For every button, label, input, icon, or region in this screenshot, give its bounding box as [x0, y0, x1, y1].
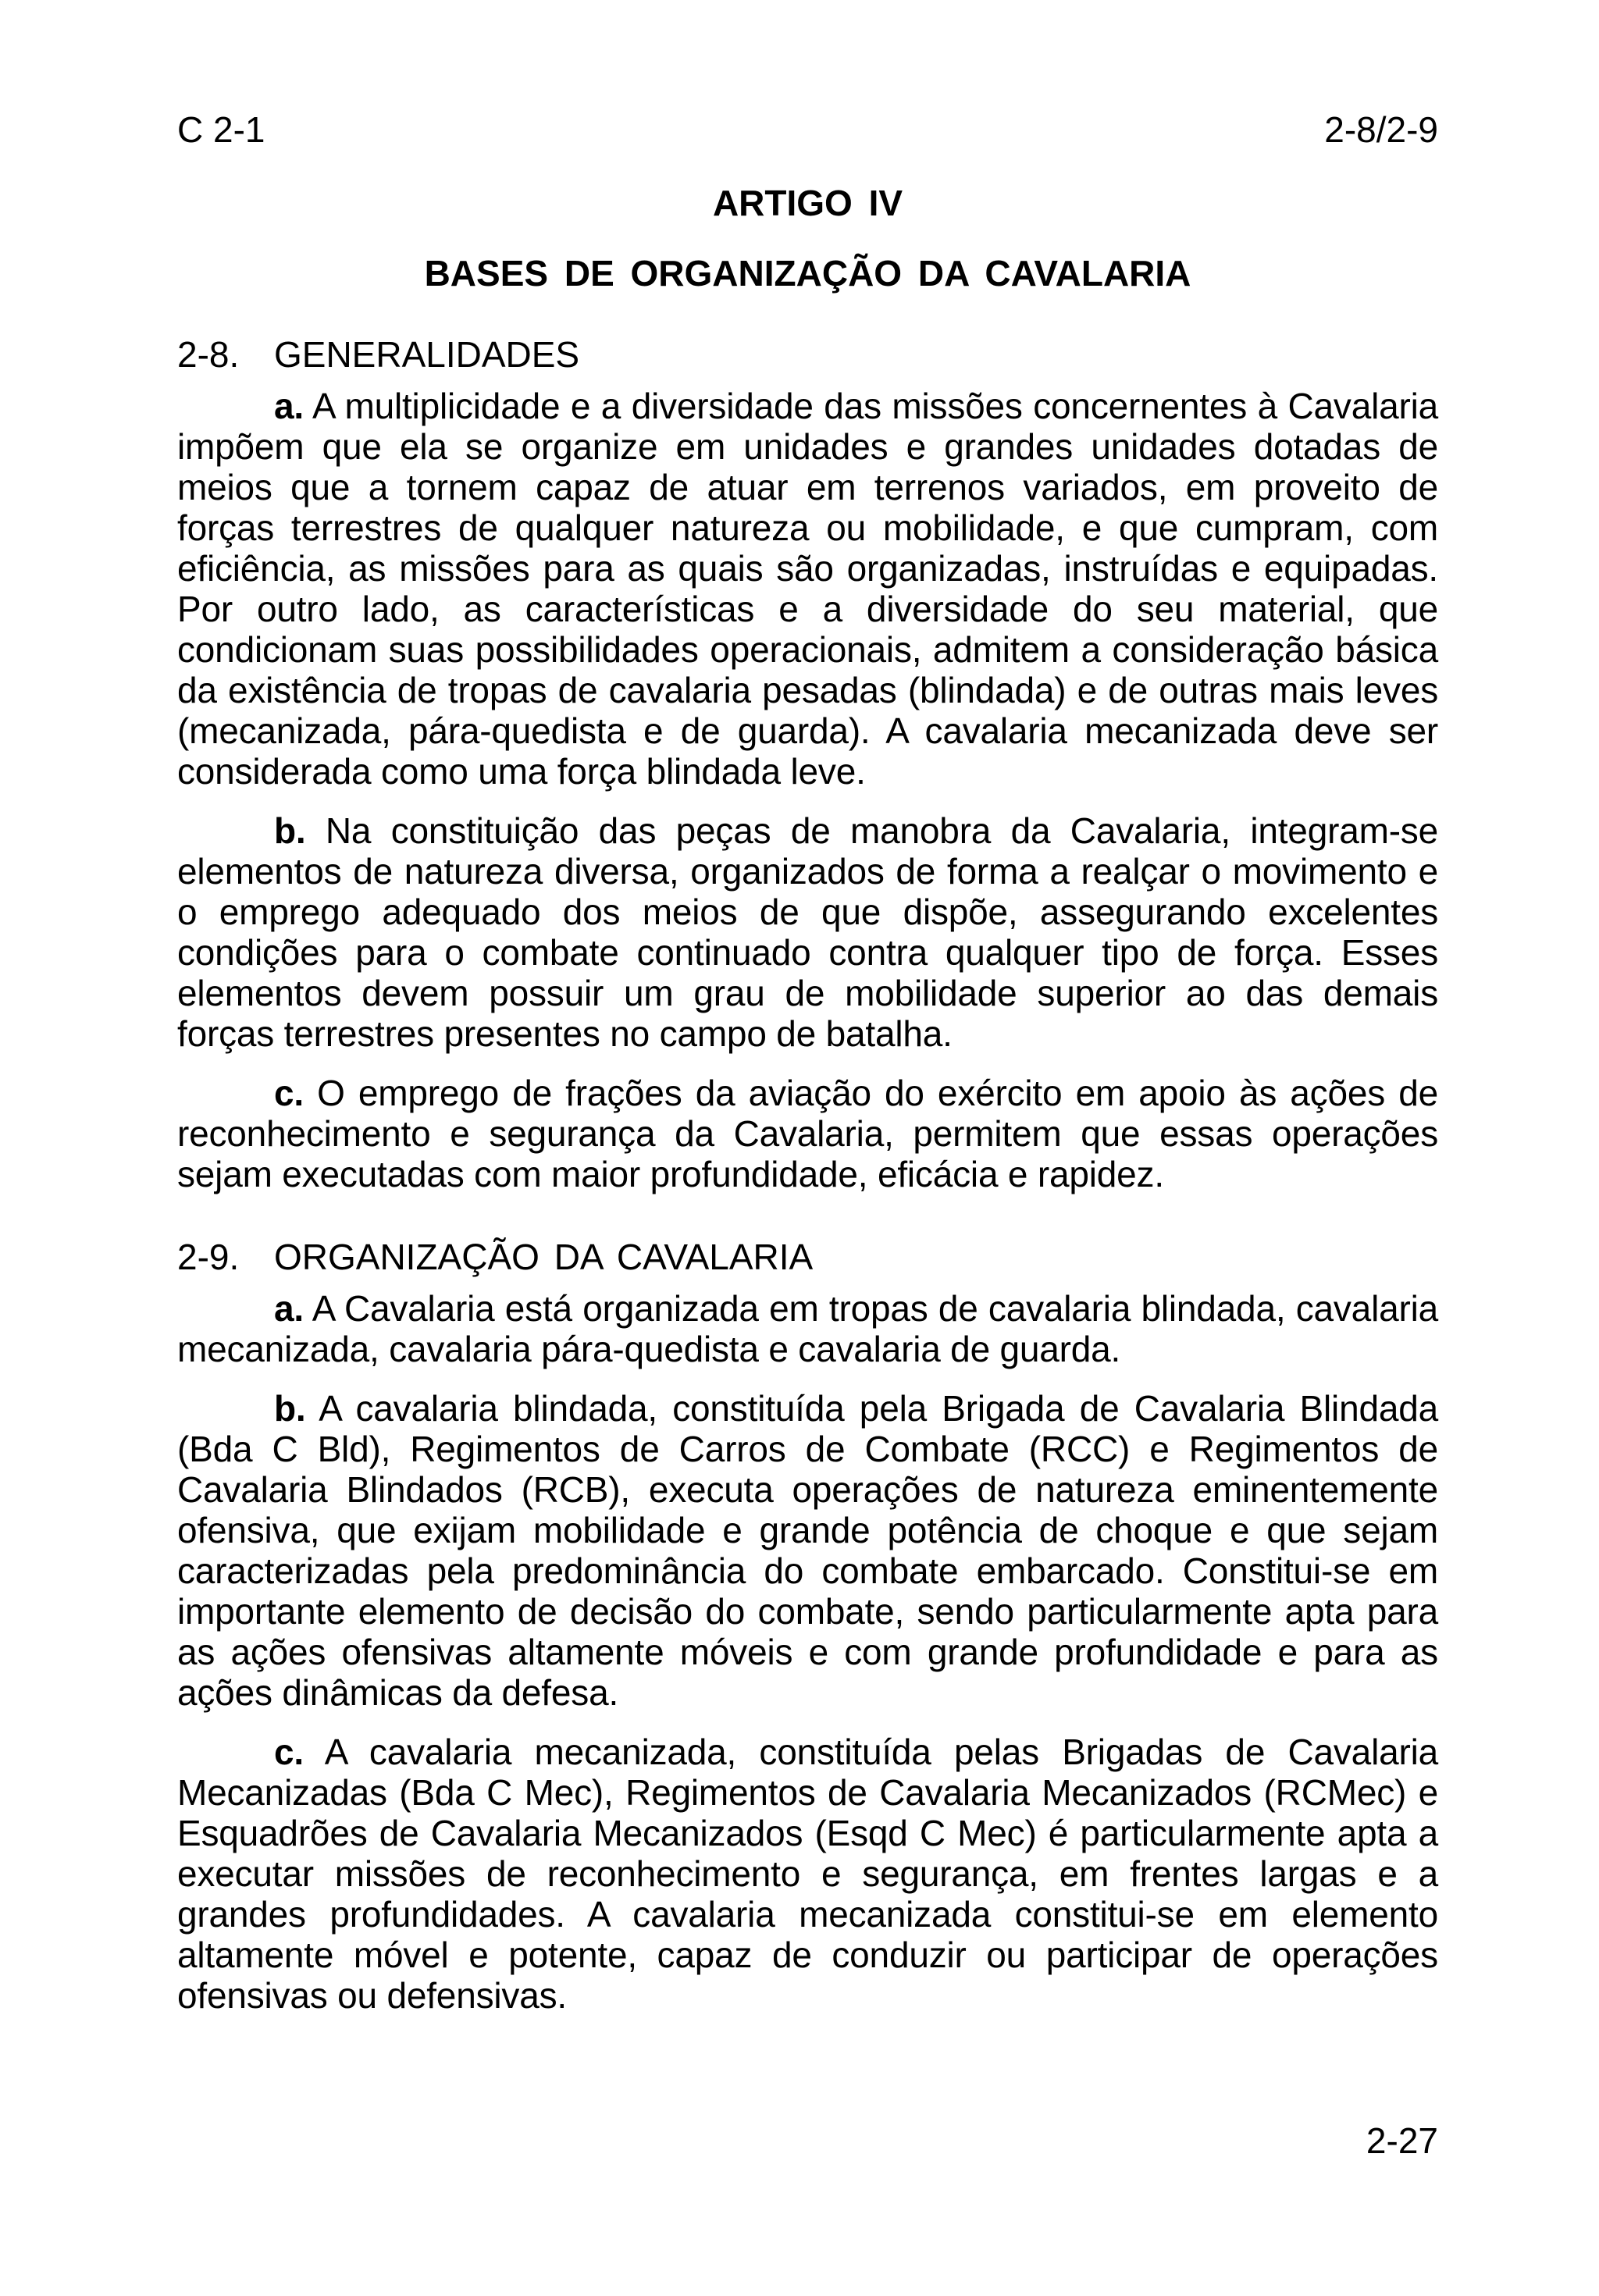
section-heading — [177, 334, 1438, 375]
paragraph-text: Na constituição das peças de manobra da Cavalaria, integram-se elementos de natureza diversa, organizados de forma a realçar o movimento e o emprego adequado dos meios de que dispõe, assegurando excelentes condições para o combate continuado contra qualquer tipo de força. Esses elementos devem possuir um grau de mobilidade superior ao das demais forças terrestres presentes no campo de batalha. — [177, 810, 1438, 1054]
paragraph-mark: b. — [274, 1388, 306, 1429]
paragraph-mark: a. — [274, 386, 304, 426]
paragraph-text: A cavalaria mecanizada, constituída pelas Brigadas de Cavalaria Mecanizadas (Bda C Mec), Regimentos de Cavalaria Mecanizados (RCMec) e Esquadrões de Cavalaria Mecanizados (Esqd C Mec) é particularmente apta a executar missões de reconhecimento e segurança, em frentes largas e a grandes profundidades. A cavalaria mecanizada constitui-se em elemento altamente móvel e potente, capaz de conduzir ou participar de operações ofensivas ou defensivas. — [177, 1732, 1438, 2016]
section-heading — [177, 1237, 1438, 1277]
paragraph — [177, 1288, 1438, 1369]
manual-code: C 2-1 — [177, 109, 265, 150]
section-title: ORGANIZAÇÃO DA CAVALARIA — [274, 1237, 814, 1277]
section-range: 2-8/2-9 — [1324, 109, 1438, 150]
paragraph-mark: c. — [274, 1073, 304, 1113]
paragraph — [177, 810, 1438, 1054]
paragraph-mark: c. — [274, 1732, 304, 1772]
running-header — [177, 109, 1438, 156]
document-page — [177, 109, 1438, 2034]
paragraph — [177, 386, 1438, 792]
paragraph-text: A Cavalaria está organizada em tropas de cavalaria blindada, cavalaria mecanizada, cavalaria pára-quedista e cavalaria de guarda. — [177, 1288, 1438, 1369]
paragraph-text: O emprego de frações da aviação do exército em apoio às ações de reconhecimento e segurança da Cavalaria, permitem que essas operações sejam executadas com maior profundidade, eficácia e rapidez. — [177, 1073, 1438, 1194]
article-subtitle: BASES DE ORGANIZAÇÃO DA CAVALARIA — [424, 253, 1191, 294]
paragraph — [177, 1732, 1438, 2016]
paragraph-text: A multiplicidade e a diversidade das missões concernentes à Cavalaria impõem que ela se organize em unidades e grandes unidades dotadas de meios que a tornem capaz de atuar em terrenos variados, em proveito de forças terrestres de qualquer natureza ou mobilidade, e que cumpram, com eficiência, as missões para as quais são organizadas, instruídas e equipadas. Por outro lado, as características e a diversidade do seu material, que condicionam suas possibilidades operacionais, admitem a consideração básica da existência de tropas de cavalaria pesadas (blindada) e de outras mais leves (mecanizada, pára-quedista e de guarda). A cavalaria mecanizada deve ser considerada como uma força blindada leve. — [177, 386, 1438, 792]
paragraph — [177, 1073, 1438, 1194]
section-title: GENERALIDADES — [274, 334, 580, 375]
section-organizacao — [177, 1237, 1438, 2016]
section-number: 2-8. — [177, 334, 240, 375]
paragraph-mark: a. — [274, 1288, 304, 1329]
section-generalidades — [177, 334, 1438, 1194]
page-number: 2-27 — [1366, 2120, 1438, 2161]
section-number: 2-9. — [177, 1237, 240, 1277]
paragraph-mark: b. — [274, 810, 306, 851]
paragraph-text: A cavalaria blindada, constituída pela Brigada de Cavalaria Blindada (Bda C Bld), Regimentos de Carros de Combate (RCC) e Regimentos de Cavalaria Blindados (RCB), executa operações de natureza eminentemente ofensiva, que exijam mobilidade e grande potência de choque e que sejam caracterizadas pela predominância do combate embarcado. Constitui-se em importante elemento de decisão do combate, sendo particularmente apta para as ações ofensivas altamente móveis e com grande profundidade e para as ações dinâmicas da defesa. — [177, 1388, 1438, 1713]
paragraph — [177, 1388, 1438, 1713]
article-title: ARTIGO IV — [712, 183, 903, 223]
